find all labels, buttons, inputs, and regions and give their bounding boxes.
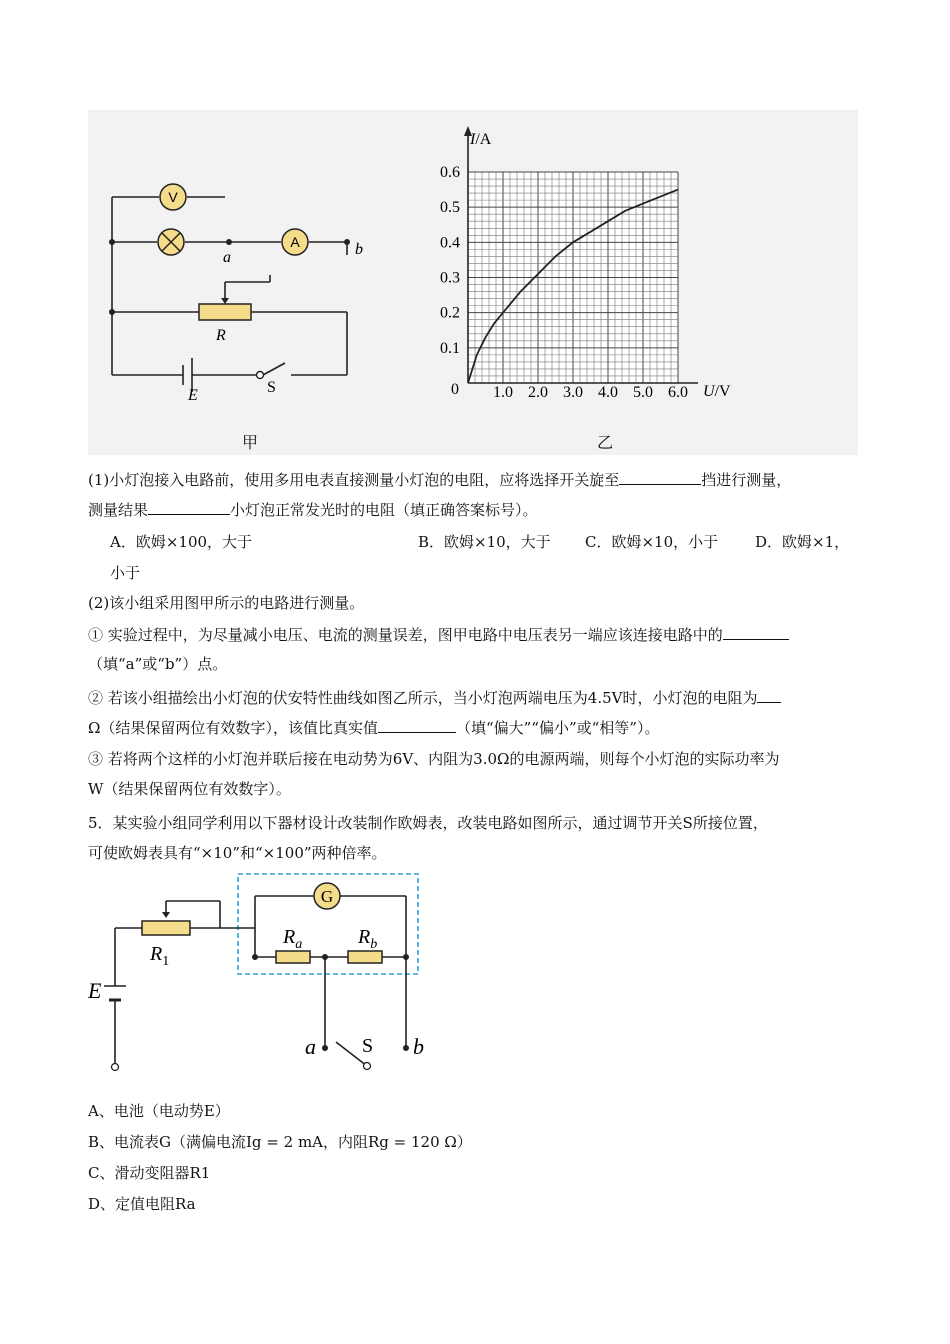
r1-label: $R_1$ [150,943,170,969]
rb-label: $R_b$ [358,926,378,952]
q5-item-a: A、电池（电动势E） [88,1102,230,1120]
q1-option-d: D．欧姆×1， [755,533,850,551]
q1-blank-2[interactable] [148,498,230,515]
ra-label: $R_a$ [283,926,303,952]
terminal-b-dot [403,1045,409,1051]
galvanometer-label: G [320,887,334,906]
switch-icon [257,372,264,379]
r1-icon [142,921,190,935]
q2-blank-2[interactable] [757,686,781,703]
y-tick-label: 0.6 [440,164,460,181]
q2-s2-line2: Ω（结果保留两位有效数字），该值比真实值 （填“偏大”“偏小”或“相等”）。 [88,716,659,739]
q1-option-a: A．欧姆×100，大于 [110,533,253,551]
chart-ylabel: I/A [470,131,492,148]
switch-label: S [267,379,276,396]
q1-option-b: B．欧姆×10，大于 [418,533,551,551]
switch-icon [364,1063,371,1070]
q5-item-d: D、定值电阻Ra [88,1195,196,1213]
q2-blank-1[interactable] [723,623,789,640]
q1-line2: 测量结果 小灯泡正常发光时的电阻（填正确答案标号）。 [88,498,538,521]
point-b-label: b [355,241,363,258]
x-tick-label: 1.0 [493,384,513,401]
q2-s1-line2: （填“a”或“b”）点。 [88,655,228,673]
caption-jia: 甲 [242,433,259,452]
y-tick-label: 0.4 [440,234,460,252]
q2-s3-line1: ③ 若将两个这样的小灯泡并联后接在电动势为6V、内阻为3.0Ω的电源两端，则每个小灯泡的实际功率为 [88,750,780,768]
circuit-ohmmeter [80,868,440,1083]
q2-s2-line1: ② 若该小组描绘出小灯泡的伏安特性曲线如图乙所示，当小灯泡两端电压为4.5V时，小灯泡的电阻为 [88,686,781,709]
battery-label: E [188,387,198,404]
rb-icon [348,951,382,963]
iu-chart [420,120,770,420]
rheostat-label: R [216,327,226,344]
q5-line2: 可使欧姆表具有“×10”和“×100”两种倍率。 [88,844,387,862]
terminal-a-dot [322,1045,328,1051]
q2-intro: (2)该小组采用图甲所示的电路进行测量。 [88,594,365,612]
q2-blank-3[interactable] [378,716,456,733]
chart-xlabel: U/V [703,383,731,400]
q2-s3-line2: W（结果保留两位有效数字）。 [88,780,291,798]
q5-line1: 5．某实验小组同学利用以下器材设计改装制作欧姆表，改装电路如图所示，通过调节开关S所接位置， [88,814,768,832]
q5-item-b: B、电流表G（满偏电流Ig = 2 mA，内阻Rg = 120 Ω） [88,1133,472,1151]
q1-option-d-cont: 小于 [110,564,141,582]
chart-origin-label: 0 [451,381,459,398]
y-tick-label: 0.1 [440,339,460,357]
switch-label: S [362,1035,374,1057]
point-a-dot [226,239,232,245]
voltmeter-label: V [168,189,178,205]
x-tick-label: 2.0 [528,384,548,401]
terminal-b-label: b [413,1034,424,1059]
ammeter-label: A [290,234,300,250]
battery-label: E [88,978,102,1003]
x-tick-label: 6.0 [668,384,688,401]
y-tick-label: 0.3 [440,269,460,287]
q1-line1: (1)小灯泡接入电路前，使用多用电表直接测量小灯泡的电阻，应将选择开关旋至 挡进行测量， [88,468,791,491]
q1-option-c: C．欧姆×10，小于 [585,533,719,551]
y-tick-label: 0.2 [440,304,460,322]
x-tick-label: 4.0 [598,384,618,401]
ra-icon [276,951,310,963]
point-a-label: a [223,249,231,266]
circuit-jia [95,170,375,410]
x-tick-label: 3.0 [563,384,583,401]
x-tick-label: 5.0 [633,384,653,401]
q5-item-c: C、滑动变阻器R1 [88,1164,211,1182]
caption-yi: 乙 [597,433,614,452]
point-b-dot [344,239,350,245]
q2-s1-line1: ① 实验过程中，为尽量减小电压、电流的测量误差，图甲电路中电压表另一端应该连接电路中的 [88,623,789,646]
rheostat-icon [199,304,251,320]
y-tick-label: 0.5 [440,199,460,217]
q1-blank-1[interactable] [619,468,701,485]
terminal-a-label: a [305,1034,316,1059]
